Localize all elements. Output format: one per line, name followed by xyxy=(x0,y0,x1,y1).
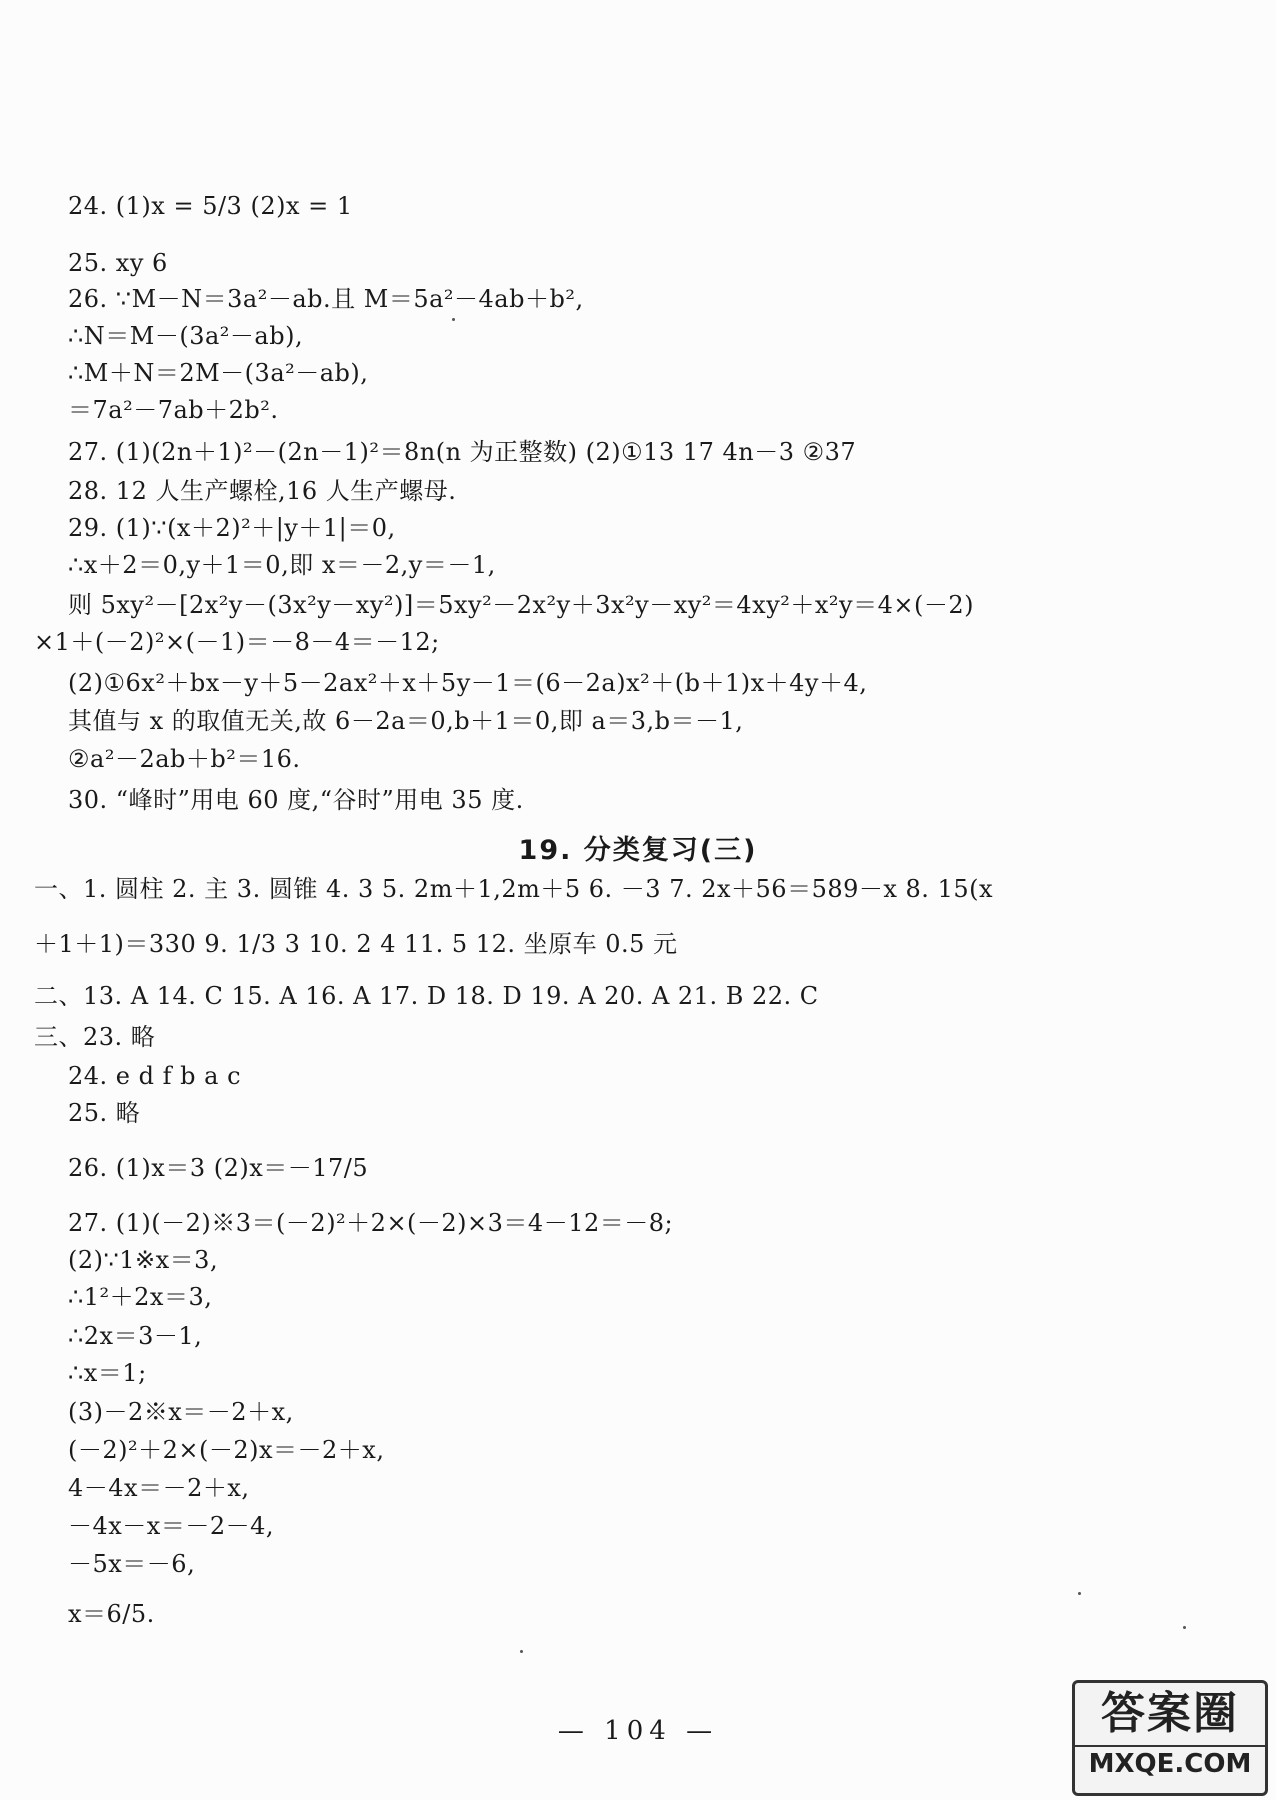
watermark-logo xyxy=(1072,1680,1268,1796)
watermark-top-text: 答案圈 xyxy=(1101,1688,1239,1739)
answer-line-30: 30. “峰时”用电 60 度,“谷时”用电 35 度. xyxy=(68,786,524,814)
scan-speck xyxy=(452,318,455,321)
answer-line-part1b: ＋1＋1)＝330 9. 1/3 3 10. 2 4 11. 5 12. 坐原车 0.5 元 xyxy=(34,930,678,958)
answer-line-part3: 三、23. 略 xyxy=(34,1023,156,1051)
answer-line-29g: ②a²－2ab＋b²＝16. xyxy=(68,745,301,773)
answer-line-part2: 二、13. A 14. C 15. A 16. A 17. D 18. D 19. A 20. A 21. B 22. C xyxy=(34,982,819,1010)
answer-line-26d: ＝7a²－7ab＋2b². xyxy=(68,396,279,424)
answer-line-27e: ∴2x＝3－1, xyxy=(68,1322,203,1350)
answer-line-27l: x＝6/5. xyxy=(68,1600,155,1628)
answer-line-29: 29. (1)∵(x＋2)²＋|y＋1|＝0, xyxy=(68,514,396,542)
answer-line-27j: －4x－x＝－2－4, xyxy=(68,1512,275,1540)
scan-speck xyxy=(1183,1626,1186,1629)
answer-line-27: 27. (1)(2n＋1)²－(2n－1)²＝8n(n 为正整数) (2)①13 17 4n－3 ②37 xyxy=(68,438,857,466)
scan-speck xyxy=(1078,1592,1081,1595)
answer-line-26-eq: 26. (1)x＝3 (2)x＝－17/5 xyxy=(68,1154,369,1182)
answer-line-25: 25. xy 6 xyxy=(68,249,168,277)
answer-line-24: 24. (1)x = 5/3 (2)x = 1 xyxy=(68,192,353,220)
answer-line-25b: 25. 略 xyxy=(68,1099,141,1127)
answer-line-27k: －5x＝－6, xyxy=(68,1550,196,1578)
answer-line-29d: ×1＋(－2)²×(－1)＝－8－4＝－12; xyxy=(34,628,440,656)
answer-line-29b: ∴x＋2＝0,y＋1＝0,即 x＝－2,y＝－1, xyxy=(68,551,496,579)
answer-line-26b: ∴N＝M－(3a²－ab), xyxy=(68,322,304,350)
answer-line-27d: ∴1²＋2x＝3, xyxy=(68,1283,213,1311)
scan-speck xyxy=(520,1650,523,1653)
answer-line-26c: ∴M＋N＝2M－(3a²－ab), xyxy=(68,359,369,387)
answer-line-27h: (－2)²＋2×(－2)x＝－2＋x, xyxy=(68,1436,385,1464)
answer-line-29e: (2)①6x²＋bx－y＋5－2ax²＋x＋5y－1＝(6－2a)x²＋(b＋1)x＋4y＋4, xyxy=(68,669,868,697)
answer-line-28: 28. 12 人生产螺栓,16 人生产螺母. xyxy=(68,477,457,505)
section-title: 19. 分类复习(三) xyxy=(518,835,758,866)
answer-line-27c: (2)∵1※x＝3, xyxy=(68,1246,219,1274)
answer-line-part1: 一、1. 圆柱 2. 主 3. 圆锥 4. 3 5. 2m＋1,2m＋5 6. －3 7. 2x＋56＝589－x 8. 15(x xyxy=(34,875,994,903)
answer-line-26: 26. ∵M－N＝3a²－ab.且 M＝5a²－4ab＋b², xyxy=(68,285,584,313)
answer-line-24b: 24. e d f b a c xyxy=(68,1062,242,1090)
answer-line-27i: 4－4x＝－2＋x, xyxy=(68,1474,250,1502)
answer-line-27f: ∴x＝1; xyxy=(68,1359,147,1387)
page-number: — 104 — xyxy=(557,1716,719,1746)
answer-line-27g: (3)－2※x＝－2＋x, xyxy=(68,1398,294,1426)
answer-line-29c: 则 5xy²－[2x²y－(3x²y－xy²)]＝5xy²－2x²y＋3x²y－xy²＝4xy²＋x²y＝4×(－2) xyxy=(68,591,974,619)
answer-line-29f: 其值与 x 的取值无关,故 6－2a＝0,b＋1＝0,即 a＝3,b＝－1, xyxy=(68,707,744,735)
watermark-bottom-text: MXQE.COM xyxy=(1075,1745,1265,1781)
answer-line-27b: 27. (1)(－2)※3＝(－2)²＋2×(－2)×3＝4－12＝－8; xyxy=(68,1209,674,1237)
